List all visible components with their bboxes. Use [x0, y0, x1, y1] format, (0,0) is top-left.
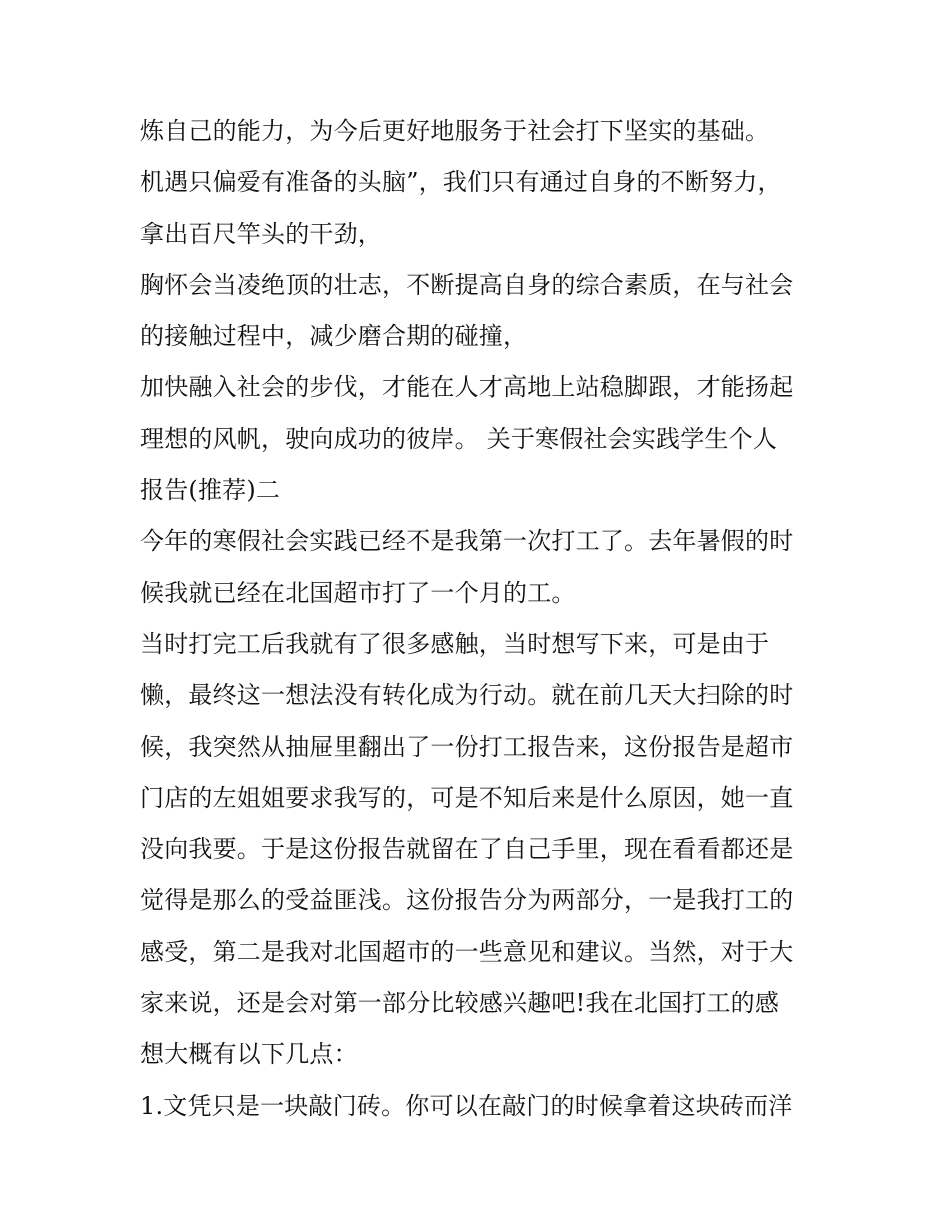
text-line-13: 候，我突然从抽屉里翻出了一份打工报告来，这份报告是超市 [140, 732, 794, 761]
text-line-7: 理想的风帆，驶向成功的彼岸。 关于寒假社会实践学生个人 [140, 424, 778, 453]
text-line-15: 没向我要。于是这份报告就留在了自己手里，现在看看都还是 [140, 835, 794, 864]
text-line-2: 机遇只偏爱有准备的头脑”，我们只有通过自身的不断努力， [140, 168, 782, 197]
text-line-16: 觉得是那么的受益匪浅。这份报告分为两部分，一是我打工的 [140, 886, 794, 915]
text-line-17: 感受，第二是我对北国超市的一些意见和建议。当然，对于大 [140, 937, 794, 966]
text-line-18: 家来说，还是会对第一部分比较感兴趣吧!我在北国打工的感 [140, 989, 780, 1018]
text-line-20: 1.文凭只是一块敲门砖。你可以在敲门的时候拿着这块砖而洋 [140, 1091, 793, 1120]
text-line-10: 候我就已经在北国超市打了一个月的工。 [140, 578, 576, 607]
text-line-19: 想大概有以下几点： [140, 1040, 358, 1069]
text-line-9: 今年的寒假社会实践已经不是我第一次打工了。去年暑假的时 [140, 527, 794, 556]
text-line-4: 胸怀会当凌绝顶的壮志，不断提高自身的综合素质，在与社会 [140, 270, 794, 299]
body-text [140, 106, 815, 1132]
text-line-1: 炼自己的能力，为今后更好地服务于社会打下坚实的基础。 [140, 117, 770, 145]
text-line-14: 门店的左姐姐要求我写的，可是不知后来是什么原因，她一直 [140, 783, 794, 812]
text-line-3: 拿出百尺竿头的干劲， [140, 219, 382, 248]
text-line-11: 当时打完工后我就有了很多感触，当时想写下来，可是由于 [140, 629, 770, 658]
text-line-8: 报告(推荐)二 [140, 476, 281, 505]
text-line-12: 懒，最终这一想法没有转化成为行动。就在前几天大扫除的时 [140, 681, 794, 710]
text-line-5: 的接触过程中，减少磨合期的碰撞， [140, 322, 528, 351]
text-line-6: 加快融入社会的步伐，才能在人才高地上站稳脚跟，才能扬起 [140, 373, 794, 402]
